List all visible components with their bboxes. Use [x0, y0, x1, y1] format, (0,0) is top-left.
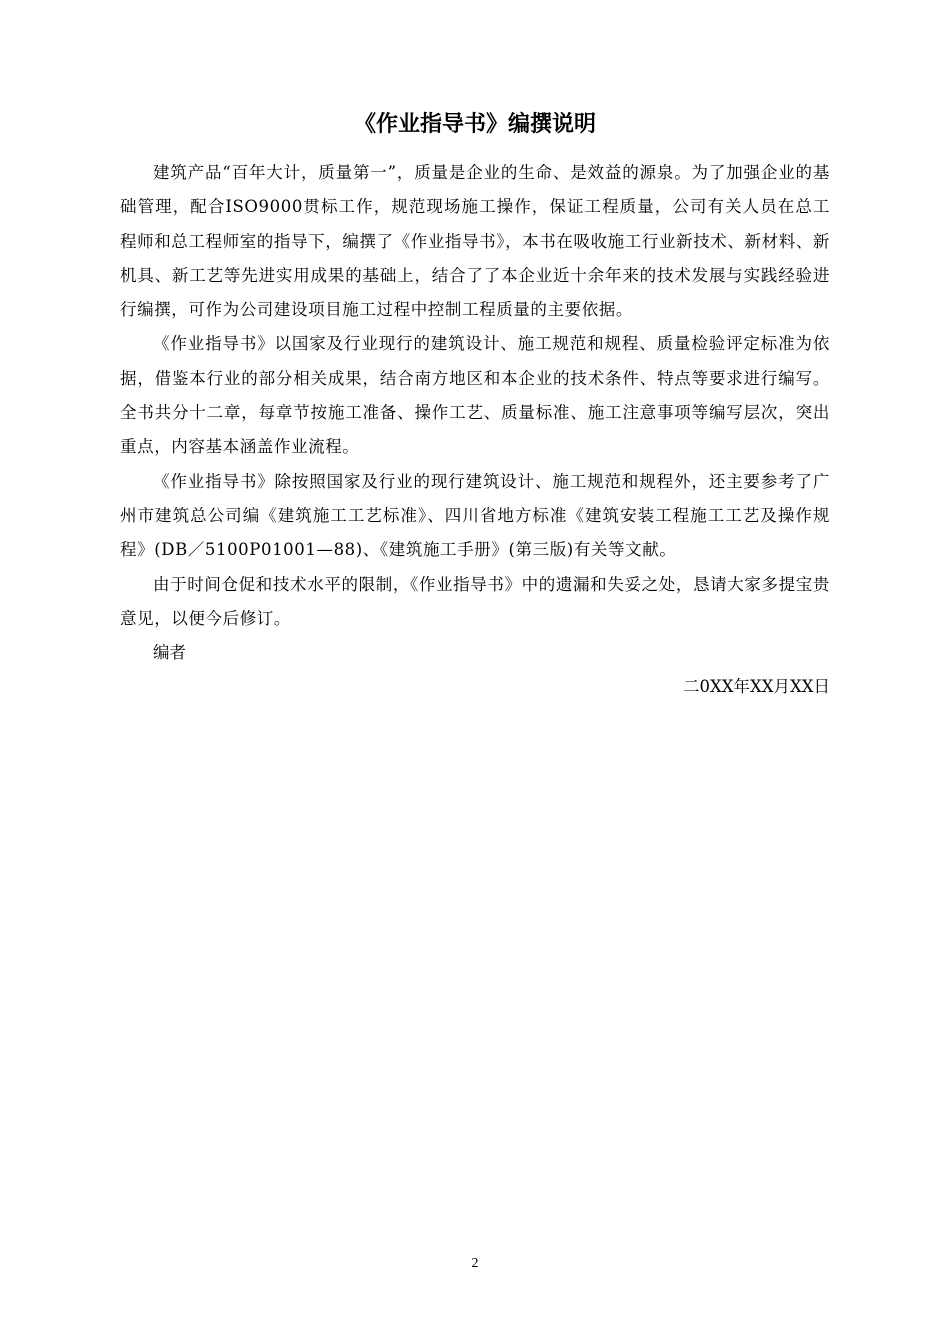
paragraph-references: 《作业指导书》除按照国家及行业的现行建筑设计、施工规范和规程外，还主要参考了广州市建筑总公司编《建筑施工工艺标准》、四川省地方标准《建筑安装工程施工工艺及操作规程》(DB／5100P01001—88)、《建筑施工手册》(第三版)有关等文献。 [120, 471, 830, 560]
paragraph-basis: 《作业指导书》以国家及行业现行的建筑设计、施工规范和规程、质量检验评定标准为依据，借鉴本行业的部分相关成果，结合南方地区和本企业的技术条件、特点等要求进行编写。全书共分十二章，每章节按施工准备、操作工艺、质量标准、施工注意事项等编写层次，突出重点，内容基本涵盖作业流程。 [120, 334, 830, 457]
author-signature: 编者 [153, 643, 186, 663]
paragraph-feedback: 由于时间仓促和技术水平的限制，《作业指导书》中的遗漏和失妥之处，恳请大家多提宝贵意见，以便今后修订。 [120, 574, 830, 628]
document-date: 二0XX年XX月XX日 [683, 677, 830, 697]
document-title: 《作业指导书》编撰说明 [353, 112, 596, 137]
document-body [120, 156, 830, 705]
page-number: 2 [471, 1256, 479, 1271]
paragraph-intro: 建筑产品“百年大计，质量第一”，质量是企业的生命、是效益的源泉。为了加强企业的基础管理，配合ISO9000贯标工作，规范现场施工操作，保证工程质量，公司有关人员在总工程师和总工程师室的指导下，编撰了《作业指导书》，本书在吸收施工行业新技术、新材料、新机具、新工艺等先进实用成果的基础上，结合了了本企业近十余年来的技术发展与实践经验进行编撰，可作为公司建设项目施工过程中控制工程质量的主要依据。 [120, 163, 830, 320]
